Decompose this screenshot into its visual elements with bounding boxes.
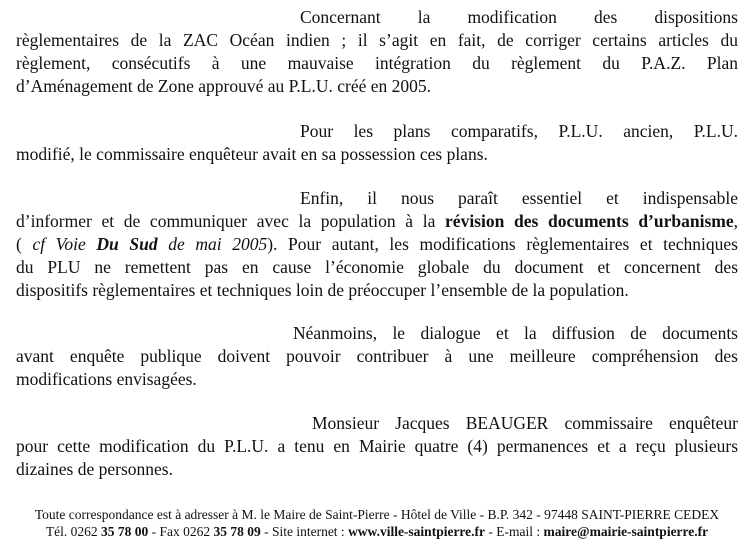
footer-site-label: - Site internet : bbox=[260, 524, 349, 539]
paragraph-dialogue-diffusion bbox=[16, 322, 738, 391]
citation-sud: Sud bbox=[129, 234, 158, 254]
footer-contact bbox=[16, 506, 738, 540]
citation-date: de mai 2005 bbox=[157, 234, 268, 254]
paragraph-commissaire-enqueteur bbox=[16, 412, 738, 481]
footer-contact-line bbox=[16, 523, 738, 540]
text-line: avant enquête publique doivent pouvoir contribuer à une meilleure compréhension des bbox=[16, 346, 738, 366]
text-line bbox=[16, 210, 738, 233]
text-line: règlement, consécutifs à une mauvaise intégration du règlement du P.A.Z. Plan bbox=[16, 53, 738, 73]
text-segment: , bbox=[733, 211, 738, 231]
paragraph-zac-modification bbox=[16, 6, 738, 98]
footer-website-link[interactable]: www.ville-saintpierre.fr bbox=[348, 524, 486, 539]
text-line: dispositifs règlementaires et techniques loin de préoccuper l’ensemble de la population. bbox=[16, 280, 629, 300]
footer-address-line: Toute correspondance est à adresser à M. le Maire de Saint-Pierre - Hôtel de Ville - B.P. 342 - 97448 SAINT-PIERRE CEDEX bbox=[34, 507, 720, 522]
paragraph-plans-comparatifs bbox=[16, 120, 738, 166]
footer-email-link[interactable]: maire@mairie-saintpierre.fr bbox=[543, 524, 709, 539]
text-line: Enfin, il nous paraît essentiel et indispensable bbox=[300, 188, 738, 208]
text-line: modifié, le commissaire enquêteur avait en sa possession ces plans. bbox=[16, 144, 488, 164]
footer-fax-number: 35 78 09 bbox=[213, 524, 261, 539]
text-line: modifications envisagées. bbox=[16, 369, 197, 389]
text-segment: ( bbox=[16, 234, 33, 254]
footer-fax-label: - Fax 0262 bbox=[148, 524, 214, 539]
text-line: d’Aménagement de Zone approuvé au P.L.U. créé en 2005. bbox=[16, 76, 431, 96]
text-line: du PLU ne remettent pas en cause l’économie globale du document et concernent des bbox=[16, 257, 738, 277]
citation-cf: cf Voie bbox=[32, 234, 97, 254]
text-line bbox=[16, 233, 738, 256]
footer-tel-label: Tél. 0262 bbox=[45, 524, 101, 539]
paragraph-information-population bbox=[16, 187, 738, 302]
text-line: dizaines de personnes. bbox=[16, 459, 173, 479]
emphasis-revision: révision des documents d’urbanisme bbox=[445, 211, 734, 231]
text-line: pour cette modification du P.L.U. a tenu en Mairie quatre (4) permanences et a reçu plusieurs bbox=[16, 436, 738, 456]
footer-email-label: - E-mail : bbox=[485, 524, 544, 539]
text-line: Concernant la modification des dispositions bbox=[300, 7, 738, 27]
text-line: Monsieur Jacques BEAUGER commissaire enquêteur bbox=[312, 413, 738, 433]
text-line: Néanmoins, le dialogue et la diffusion de documents bbox=[293, 323, 738, 343]
citation-space bbox=[119, 234, 130, 254]
text-line: règlementaires de la ZAC Océan indien ; il s’agit en fait, de corriger certains articles du bbox=[16, 30, 738, 50]
text-segment: d’informer et de communiquer avec la population à la bbox=[16, 211, 446, 231]
citation-du: Du bbox=[96, 234, 119, 254]
text-segment: ). Pour autant, les modifications règlementaires et techniques bbox=[267, 234, 738, 254]
text-line: Pour les plans comparatifs, P.L.U. ancien, P.L.U. bbox=[300, 121, 738, 141]
footer-tel-number: 35 78 00 bbox=[100, 524, 149, 539]
